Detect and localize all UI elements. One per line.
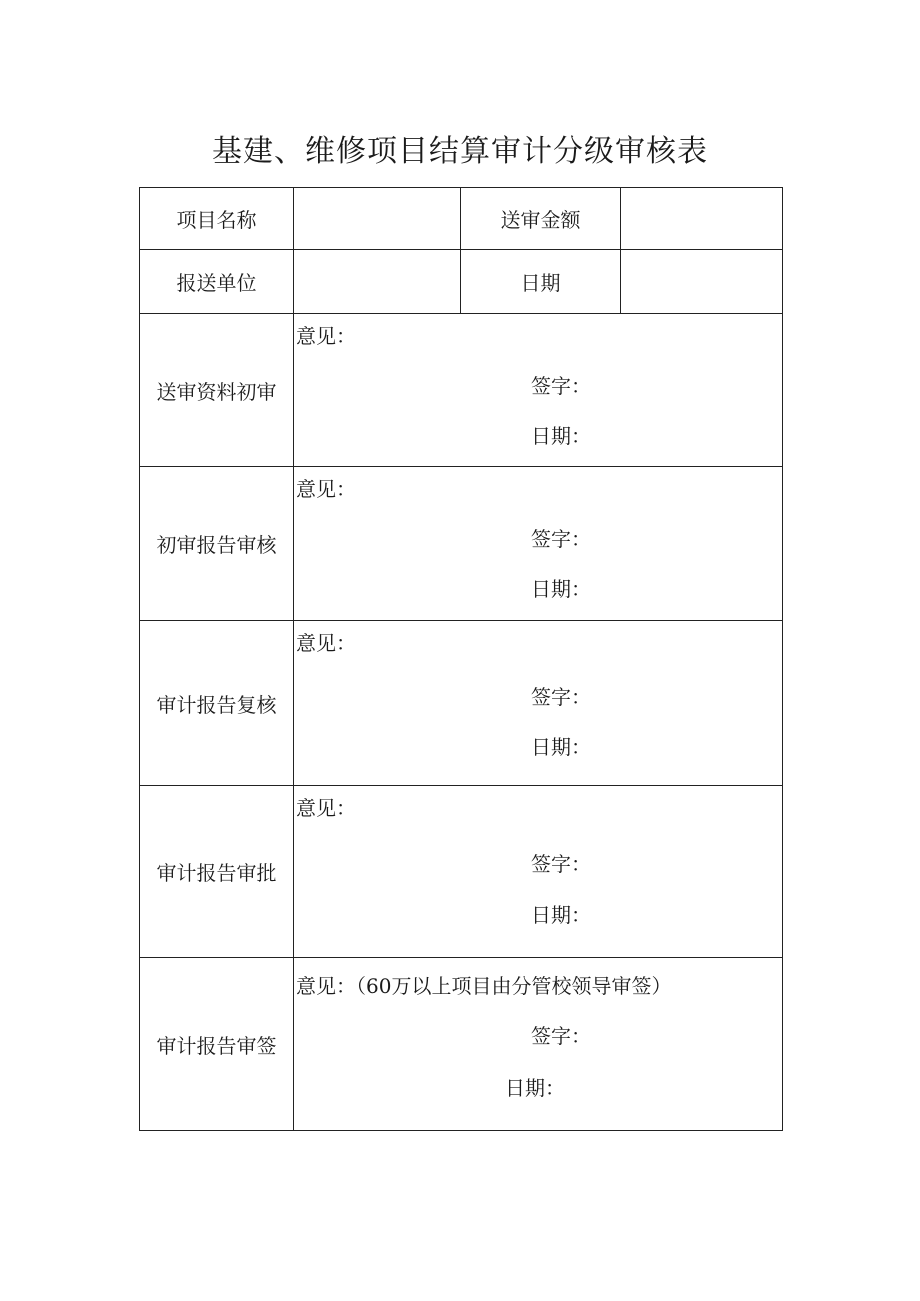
- amount-label: 送审金额: [461, 188, 621, 250]
- date-sign-label: 日期：: [531, 424, 591, 448]
- stage-row: [140, 467, 783, 621]
- row-project-name: [140, 188, 783, 250]
- stage-row: [140, 314, 783, 467]
- date-sign-label: 日期：: [505, 1076, 565, 1100]
- stage-label: 送审资料初审: [140, 314, 294, 467]
- project-name-label: 项目名称: [140, 188, 294, 250]
- opinion-area[interactable]: [294, 467, 783, 621]
- date-sign-label: 日期：: [531, 735, 591, 759]
- stage-label: 审计报告复核: [140, 621, 294, 786]
- unit-label: 报送单位: [140, 250, 294, 314]
- stage-label: 初审报告审核: [140, 467, 294, 621]
- unit-field[interactable]: [294, 250, 461, 314]
- opinion-label: 意见：: [296, 796, 356, 820]
- stage-row: [140, 621, 783, 786]
- amount-field[interactable]: [621, 188, 783, 250]
- opinion-label: 意见：: [296, 324, 356, 348]
- project-name-field[interactable]: [294, 188, 461, 250]
- signature-label: 签字：: [531, 374, 591, 398]
- row-reporting-unit: [140, 250, 783, 314]
- opinion-area[interactable]: [294, 314, 783, 467]
- date-sign-label: 日期：: [531, 577, 591, 601]
- stage-label: 审计报告审签: [140, 958, 294, 1131]
- stage-label: 审计报告审批: [140, 786, 294, 958]
- opinion-area[interactable]: [294, 786, 783, 958]
- signature-label: 签字：: [531, 1024, 591, 1048]
- date-label: 日期: [461, 250, 621, 314]
- date-sign-label: 日期：: [531, 903, 591, 927]
- stage-row: [140, 786, 783, 958]
- signature-label: 签字：: [531, 527, 591, 551]
- audit-review-table: [139, 187, 783, 1131]
- opinion-label: 意见：: [296, 477, 356, 501]
- signature-label: 签字：: [531, 685, 591, 709]
- opinion-label: 意见：（60万以上项目由分管校领导审签）: [296, 974, 672, 998]
- date-field[interactable]: [621, 250, 783, 314]
- signature-label: 签字：: [531, 852, 591, 876]
- stage-row: [140, 958, 783, 1131]
- opinion-label: 意见：: [296, 631, 356, 655]
- page-title: 基建、维修项目结算审计分级审核表: [212, 134, 708, 169]
- opinion-area[interactable]: [294, 621, 783, 786]
- opinion-area[interactable]: [294, 958, 783, 1131]
